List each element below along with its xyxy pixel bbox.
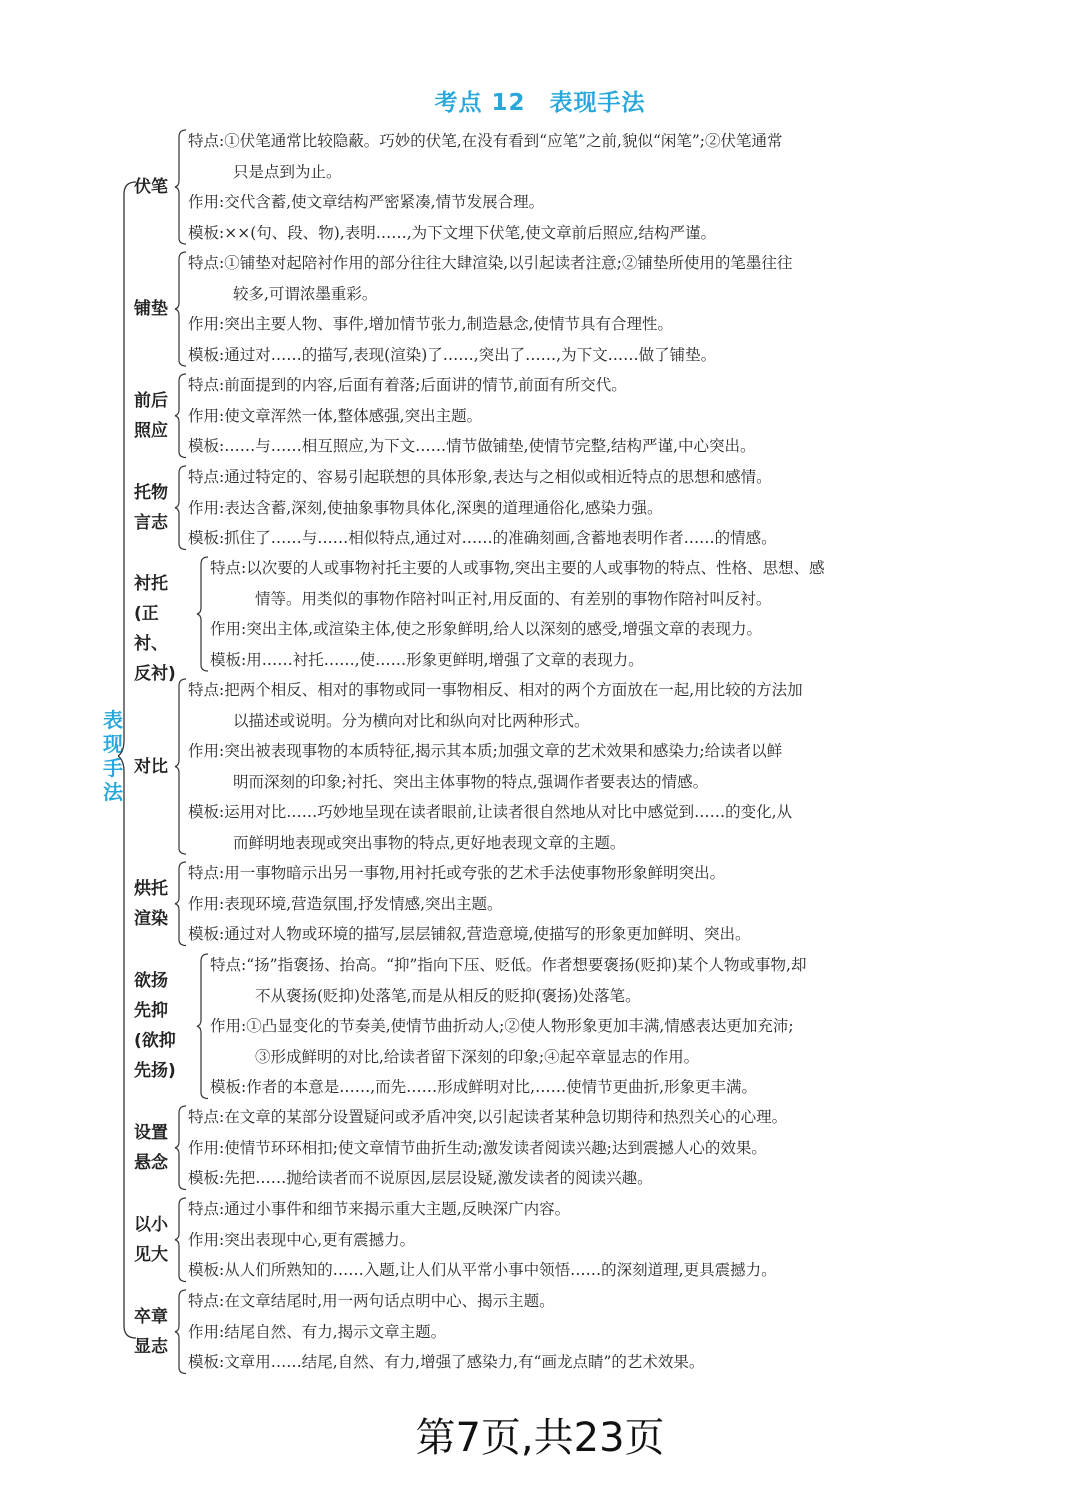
technique-item xyxy=(188,797,792,858)
technique-item xyxy=(188,1194,570,1225)
technique-name: 烘托 渲染 xyxy=(134,878,168,929)
technique-item xyxy=(188,1286,555,1317)
item-text: 文章用……结尾,自然、有力,增强了感染力,有“画龙点睛”的艺术效果。 xyxy=(224,1353,705,1371)
item-key: 作用: xyxy=(210,1017,247,1035)
section-brace xyxy=(196,553,210,675)
section-brace xyxy=(174,1102,188,1194)
technique-item xyxy=(188,493,662,524)
technique-name: 欲扬 先抑 (欲抑 先扬) xyxy=(134,971,176,1082)
technique-item xyxy=(188,1317,446,1348)
item-key: 模板: xyxy=(188,1353,225,1371)
item-text: 先把……抛给读者而不说原因,层层设疑,激发读者的阅读兴趣。 xyxy=(224,1169,653,1187)
technique-name: 伏笔 xyxy=(134,177,168,197)
item-key: 作用: xyxy=(210,620,247,638)
item-text: 作者的本意是……,而先……形成鲜明对比,……使情节更曲折,形象更丰满。 xyxy=(246,1078,758,1096)
technique-name: 设置 悬念 xyxy=(134,1122,168,1173)
topic-name: 表现手法 xyxy=(549,90,646,116)
section-brace xyxy=(174,370,188,462)
technique-item xyxy=(188,523,777,554)
technique-item xyxy=(188,919,751,950)
technique-name: 托物 言志 xyxy=(134,482,168,533)
technique-item xyxy=(188,1163,653,1194)
item-text: 从人们所熟知的……入题,让人们从平常小事中领悟……的深刻道理,更具震撼力。 xyxy=(224,1261,777,1279)
item-text: 使情节环环相扣;使文章情节曲折生动;激发读者阅读兴趣;达到震撼人心的效果。 xyxy=(224,1138,767,1157)
item-text: 明而深刻的印象;衬托、突出主体事物的特点,强调作者要表达的情感。 xyxy=(232,772,709,791)
item-key: 模板: xyxy=(188,925,225,943)
item-key: 特点: xyxy=(210,956,247,974)
technique-item xyxy=(188,736,782,797)
item-text: ①铺垫对起陪衬作用的部分往往大肆渲染,以引起读者注意;②铺垫所使用的笔墨往往 xyxy=(224,254,793,272)
item-key: 作用: xyxy=(188,1138,225,1157)
item-key: 作用: xyxy=(188,193,225,211)
item-text: 把两个相反、相对的事物或同一事物相反、相对的两个方面放在一起,用比较的方法加 xyxy=(224,681,803,699)
item-key: 模板: xyxy=(188,1169,225,1187)
item-key: 特点: xyxy=(188,681,225,699)
technique-item xyxy=(188,675,803,736)
item-key: 作用: xyxy=(188,1230,225,1249)
technique-item xyxy=(210,1011,794,1072)
section-brace xyxy=(174,462,188,554)
item-key: 作用: xyxy=(188,742,225,760)
item-text: 通过对……的描写,表现(渲染)了……,突出了……,为下文……做了铺垫。 xyxy=(224,345,717,364)
technique-item xyxy=(210,645,644,676)
technique-item xyxy=(188,187,544,218)
item-text: 通过对人物或环境的描写,层层铺叙,营造意境,使描写的形象更加鲜明、突出。 xyxy=(224,925,751,943)
technique-name: 对比 xyxy=(134,756,168,777)
page-footer: 第7页,共23页 xyxy=(415,1415,665,1461)
technique-name: 铺垫 xyxy=(134,299,168,319)
item-key: 特点: xyxy=(210,559,247,577)
topic-code: 考点 12 xyxy=(434,90,526,116)
item-key: 模板: xyxy=(188,223,225,242)
item-text: 以次要的人或事物衬托主要的人或事物,突出主要的人或事物的特点、性格、思想、感 xyxy=(246,559,825,577)
section-brace xyxy=(196,950,210,1103)
technique-item xyxy=(188,1255,777,1286)
technique-item xyxy=(210,950,806,1011)
item-text: 运用对比……巧妙地呈现在读者眼前,让读者很自然地从对比中感觉到……的变化,从 xyxy=(224,803,793,821)
item-key: 特点: xyxy=(188,254,225,272)
item-text: ①凸显变化的节奏美,使情节曲折动人;②使人物形象更加丰满,情感表达更加充沛; xyxy=(246,1017,794,1035)
item-text: ……与……相互照应,为下文……情节做铺垫,使情节完整,结构严谨,中心突出。 xyxy=(224,437,756,455)
item-text: 交代含蓄,使文章结构严密紧凑,情节发展合理。 xyxy=(224,193,545,211)
section-brace xyxy=(174,1194,188,1286)
item-text: 通过小事件和细节来揭示重大主题,反映深广内容。 xyxy=(224,1200,571,1218)
item-text: 抓住了……与……相似特点,通过对……的准确刻画,含蓄地表明作者……的情感。 xyxy=(224,529,777,547)
technique-item xyxy=(188,1102,787,1133)
item-text: 突出主体,或渲染主体,使之形象鲜明,给人以深刻的感受,增强文章的表现力。 xyxy=(246,620,762,638)
item-text: 只是点到为止。 xyxy=(232,162,342,181)
technique-item xyxy=(188,858,725,889)
item-key: 模板: xyxy=(210,650,247,669)
item-text: 突出主要人物、事件,增加情节张力,制造悬念,使情节具有合理性。 xyxy=(224,315,674,333)
technique-item xyxy=(188,401,482,432)
item-key: 特点: xyxy=(188,1108,225,1126)
item-key: 作用: xyxy=(188,894,225,913)
item-key: 模板: xyxy=(188,1261,225,1279)
section-brace xyxy=(174,126,188,248)
technique-item xyxy=(188,889,503,920)
main-category-label: 表现手法 xyxy=(103,708,123,804)
technique-name: 前后 照应 xyxy=(134,390,168,441)
technique-name: 卒章 显志 xyxy=(134,1306,168,1357)
item-key: 特点: xyxy=(188,132,225,150)
technique-item xyxy=(188,340,716,371)
item-key: 特点: xyxy=(188,468,225,486)
section-brace xyxy=(174,1286,188,1378)
technique-item xyxy=(210,1072,757,1103)
technique-item xyxy=(210,614,762,645)
section-brace xyxy=(174,248,188,370)
item-key: 模板: xyxy=(188,803,225,821)
item-text: 较多,可谓浓墨重彩。 xyxy=(232,284,378,303)
technique-item xyxy=(210,553,825,614)
technique-item xyxy=(188,218,716,249)
item-text: 不从褒扬(贬抑)处落笔,而是从相反的贬抑(褒扬)处落笔。 xyxy=(254,986,641,1005)
technique-item xyxy=(188,1133,767,1164)
technique-item xyxy=(188,248,792,309)
item-text: 前面提到的内容,后面有着落;后面讲的情节,前面有所交代。 xyxy=(224,376,627,394)
item-text: 表现环境,营造氛围,抒发情感,突出主题。 xyxy=(224,894,503,913)
item-key: 特点: xyxy=(188,1292,225,1310)
technique-item xyxy=(188,1347,704,1378)
technique-name: 以小 见大 xyxy=(134,1214,168,1265)
technique-item xyxy=(188,370,627,401)
item-text: 突出被表现事物的本质特征,揭示其本质;加强文章的艺术效果和感染力;给读者以鲜 xyxy=(224,742,783,760)
technique-item xyxy=(188,1225,415,1256)
item-key: 模板: xyxy=(210,1078,247,1096)
item-key: 作用: xyxy=(188,406,225,425)
item-key: 特点: xyxy=(188,1200,225,1218)
item-key: 作用: xyxy=(188,1322,225,1341)
item-text: 通过特定的、容易引起联想的具体形象,表达与之相似或相近特点的思想和感情。 xyxy=(224,468,772,486)
page-title xyxy=(0,84,1080,124)
item-text: ③形成鲜明的对比,给读者留下深刻的印象;④起卒章显志的作用。 xyxy=(254,1047,700,1066)
technique-item xyxy=(188,126,783,187)
item-key: 作用: xyxy=(188,498,225,517)
item-text: 在文章的某部分设置疑问或矛盾冲突,以引起读者某种急切期待和热烈关心的心理。 xyxy=(224,1108,788,1126)
section-brace xyxy=(174,675,188,858)
item-key: 模板: xyxy=(188,345,225,364)
item-key: 模板: xyxy=(188,437,225,455)
technique-item xyxy=(188,431,755,462)
item-text: 结尾自然、有力,揭示文章主题。 xyxy=(224,1322,447,1341)
item-text: 突出表现中心,更有震撼力。 xyxy=(224,1230,416,1249)
item-key: 模板: xyxy=(188,529,225,547)
item-text: 表达含蓄,深刻,使抽象事物具体化,深奥的道理通俗化,感染力强。 xyxy=(224,498,663,517)
item-text: 用……衬托……,使……形象更鲜明,增强了文章的表现力。 xyxy=(246,650,644,669)
item-key: 特点: xyxy=(188,864,225,882)
item-text: 在文章结尾时,用一两句话点明中心、揭示主题。 xyxy=(224,1292,555,1310)
technique-item xyxy=(188,462,772,493)
item-text: 使文章浑然一体,整体感强,突出主题。 xyxy=(224,406,483,425)
item-text: 以描述或说明。分为横向对比和纵向对比两种形式。 xyxy=(232,711,590,730)
technique-item xyxy=(188,309,673,340)
item-text: 用一事物暗示出另一事物,用衬托或夸张的艺术手法使事物形象鲜明突出。 xyxy=(224,864,726,882)
technique-name: 衬托 (正衬、 反衬) xyxy=(134,574,176,684)
item-text: ××(句、段、物),表明……,为下文埋下伏笔,使文章前后照应,结构严谨。 xyxy=(224,223,717,242)
item-text: ①伏笔通常比较隐蔽。巧妙的伏笔,在没有看到“应笔”之前,貌似“闲笔”;②伏笔通常 xyxy=(224,132,783,150)
item-key: 作用: xyxy=(188,315,225,333)
item-text: “扬”指褒扬、抬高。“抑”指向下压、贬低。作者想要褒扬(贬抑)某个人物或事物,却 xyxy=(246,956,807,974)
item-text: 情等。用类似的事物作陪衬叫正衬,用反面的、有差别的事物作陪衬叫反衬。 xyxy=(254,589,772,608)
section-brace xyxy=(174,858,188,950)
item-key: 特点: xyxy=(188,376,225,394)
item-text: 而鲜明地表现或突出事物的特点,更好地表现文章的主题。 xyxy=(232,833,626,852)
